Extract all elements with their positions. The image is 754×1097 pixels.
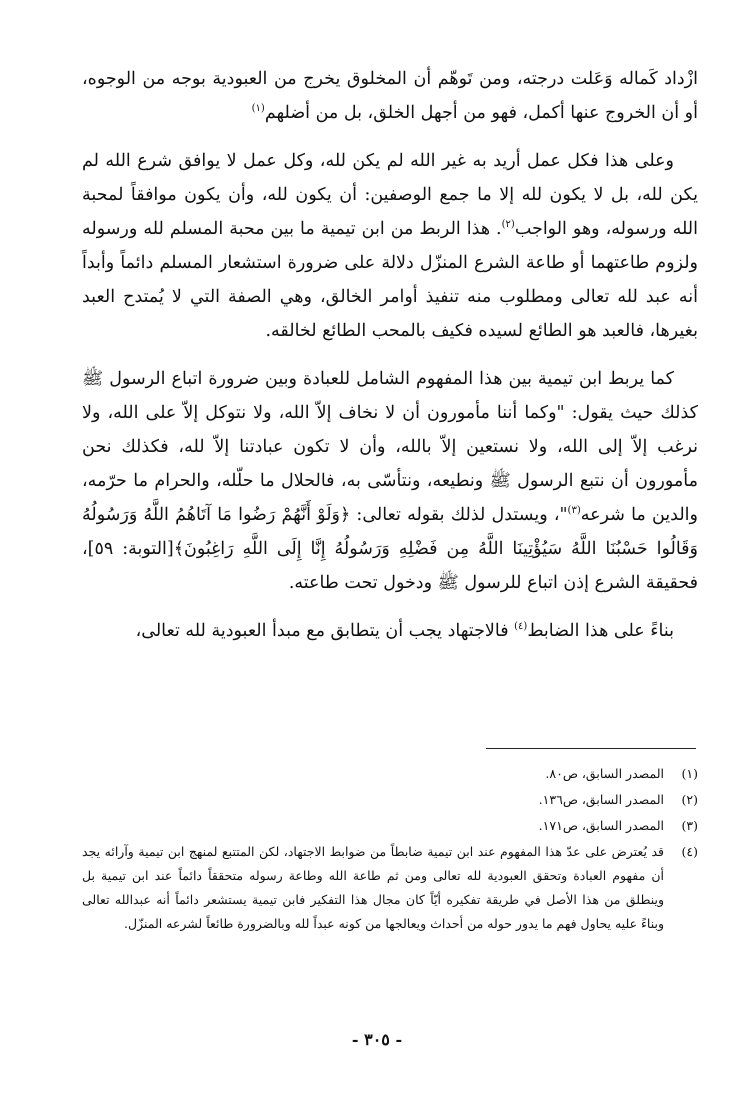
paragraph-2-text-a: وعلى هذا فكل عمل أريد به غير الله لم يكن لله، وكل عمل لا يوافق شرع الله لم يكن لله، بل لا يكون لله إلا ما جمع الوصفين: أن يكون لله، وأن يكون موافقاً لمحبة الله ورسوله، وهو الواجب	[82, 151, 698, 239]
footnote-text: قد يُعترض على عدّ هذا المفهوم عند ابن تيمية ضابطاً من ضوابط الاجتهاد، لكن المتتبع لمنهج ابن تيمية وآرائه يجد أن مفهوم العبادة وتحقق العبودية لله تعالى ومن ثم طاعة الله وطاعة رسوله متحققاً دائماً عند ابن تيمية بل وينطلق من هذا الأصل في طريقة تفكيره أيّاً كان مجال هذا التفكير فابن تيمية يستشعر دائماً أنه عبدالله تعالى وبناءً عليه يحاول فهم ما يدور حوله من أحداث ويعالجها من كونه عبداً لله وبالضرورة طائعاً لشرعه المنزّل.	[82, 844, 664, 931]
footnote-text: المصدر السابق، ص١٧١.	[538, 818, 664, 833]
footnote-text: المصدر السابق، ص٨٠.	[545, 766, 664, 781]
footnote-ref-3[interactable]: (٣)	[567, 505, 581, 517]
paragraph-3	[82, 362, 698, 600]
paragraph-3-text-a: كما يربط ابن تيمية بين هذا المفهوم الشامل للعبادة وبين ضرورة اتباع الرسول ﷺ كذلك حيث يقول: "وكما أننا مأمورون أن لا نخاف إلاّ الله، ولا نتوكل إلاّ على الله، ولا نرغب إلاّ إلى الله، ولا نستعين إلاّ بالله، وأن لا تكون عبادتنا إلاّ لله، فكذلك نحن مأمورون أن نتبع الرسول ﷺ ونطيعه، ونتأسّى به، فالحلال ما حلّله، والحرام ما حرّمه، والدين ما شرعه	[82, 369, 698, 525]
footnote-4	[82, 840, 698, 936]
footnote-number: (١)	[681, 766, 698, 781]
footnote-1	[82, 762, 698, 786]
paragraph-4-text-b: فالاجتهاد يجب أن يتطابق مع مبدأ العبودية لله تعالى،	[135, 621, 515, 641]
paragraph-3-text-b: "، ويستدل لذلك بقوله تعالى: ﴿وَلَوْ أَنَّهُمْ رَضُوا مَا آتَاهُمُ اللَّهُ وَرَسُولُهُ وَقَالُوا حَسْبُنَا اللَّهُ سَيُؤْتِينَا اللَّهُ مِن فَضْلِهِ وَرَسُولُهُ إِنَّا إِلَى اللَّهِ رَاغِبُونَ﴾[التوبة: ٥٩]، فحقيقة الشرع إذن اتباع للرسول ﷺ ودخول تحت طاعته.	[82, 505, 698, 593]
footnote-divider	[486, 748, 696, 749]
footnote-3	[82, 814, 698, 838]
footnote-ref-1[interactable]: (١)	[251, 103, 265, 115]
footnote-number: (٢)	[681, 792, 698, 807]
footnote-ref-2[interactable]: (٢)	[501, 219, 515, 231]
paragraph-2	[82, 144, 698, 348]
page-number: - ٣٠٥ -	[351, 1030, 403, 1049]
paragraph-2-text-b: . هذا الربط من ابن تيمية ما بين محبة المسلم لله ورسوله ولزوم طاعتهما أو طاعة الشرع المنزّل دلالة على ضرورة استشعار المسلم دائماً وأبداً أنه عبد لله تعالى ومطلوب منه تنفيذ أوامر الخالق، وهي الصفة التي لا يُمتدح العبد بغيرها، فالعبد هو الطائع لسيده فكيف بالمحب الطائع لخالقه.	[82, 219, 698, 341]
footnote-2	[82, 788, 698, 812]
footnote-number: (٣)	[681, 818, 698, 833]
paragraph-1	[82, 62, 698, 130]
paragraph-1-text: ازْداد كَماله وَعَلت درجته، ومن تَوهّم أن المخلوق يخرج من العبودية بوجه من الوجوه، أو أن الخروج عنها أكمل، فهو من أجهل الخلق، بل من أضلهم	[82, 69, 698, 123]
footnotes	[82, 762, 698, 938]
paragraph-4-text-a: بناءً على هذا الضابط	[527, 621, 674, 641]
footnote-ref-4[interactable]: (٤)	[514, 621, 528, 633]
footnote-text: المصدر السابق، ص١٣٦.	[538, 792, 664, 807]
main-text	[82, 62, 698, 662]
paragraph-4	[82, 614, 698, 648]
footnote-number: (٤)	[681, 844, 698, 859]
